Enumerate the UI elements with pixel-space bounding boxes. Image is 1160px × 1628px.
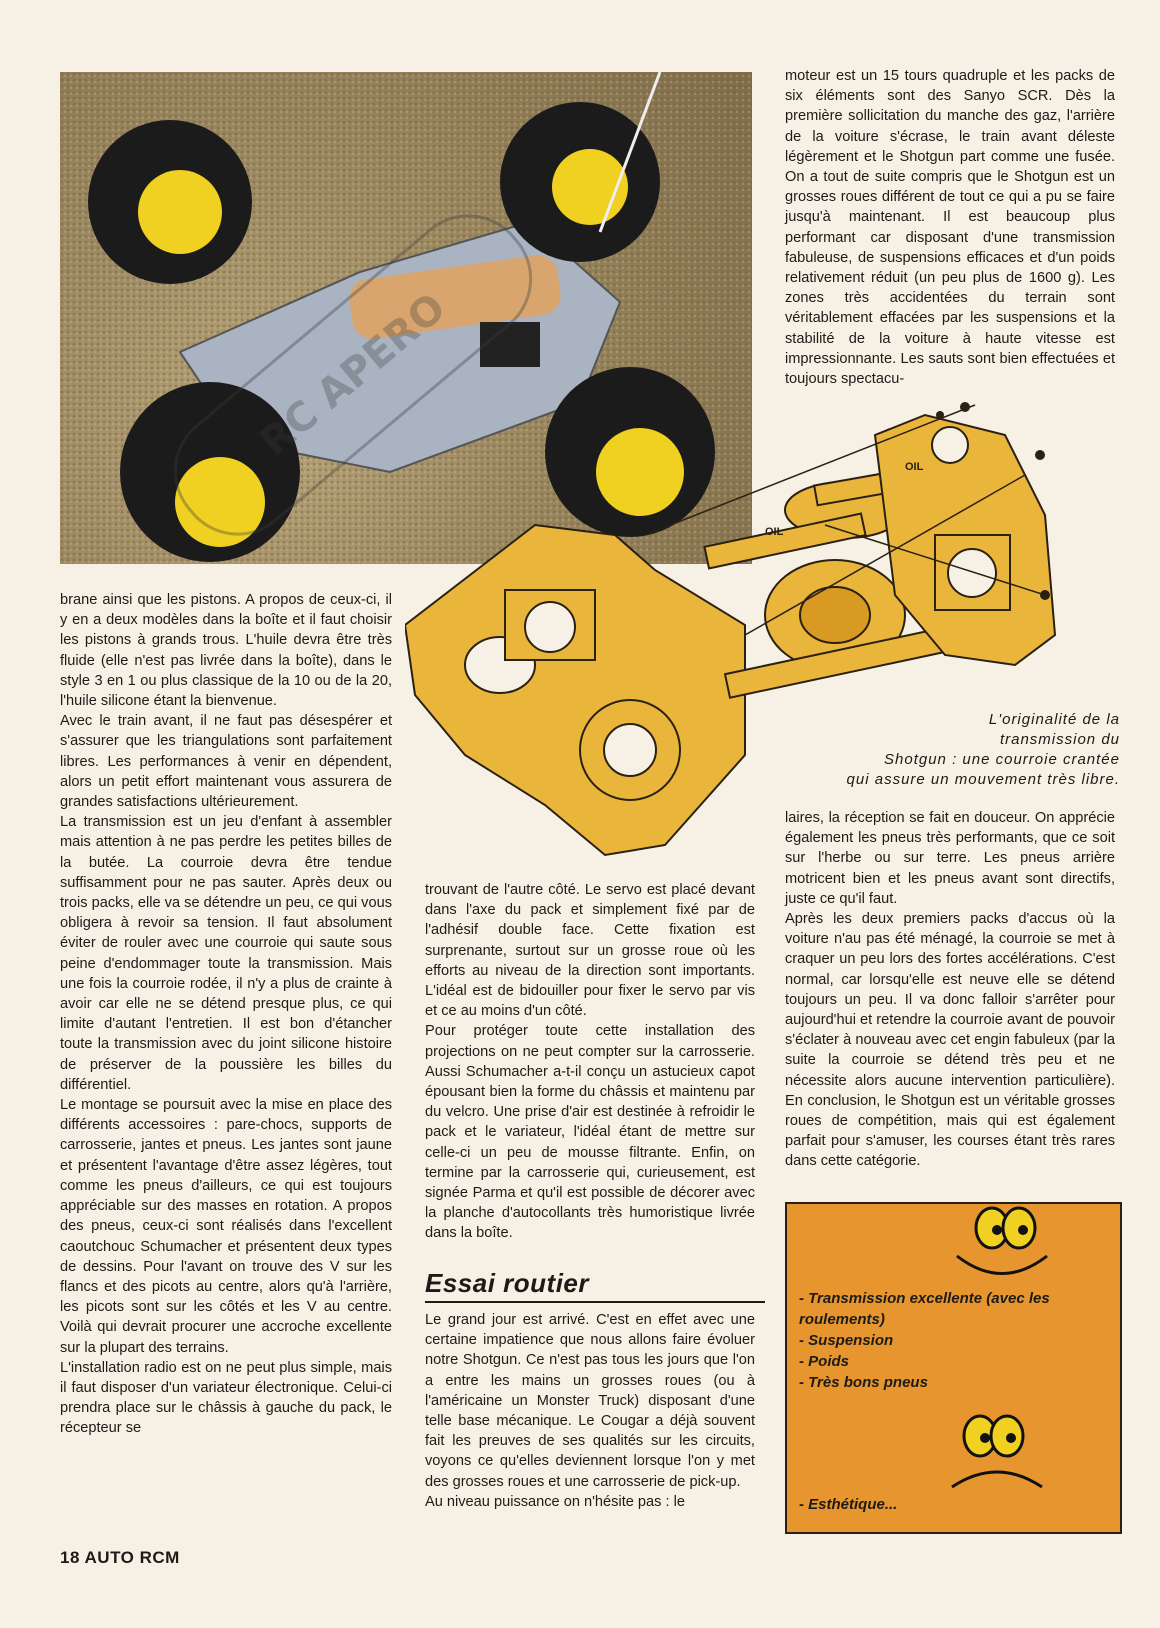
screw-icon [936, 411, 944, 419]
diagram-caption: L'originalité de la transmission du Shotgun : une courroie crantée qui assure un mouvement très libre. [846, 711, 1120, 788]
wheel-front-right [500, 102, 660, 262]
page-number: 18 [60, 1548, 80, 1567]
sad-face-icon [942, 1412, 1052, 1492]
transmission-diagram [405, 395, 1085, 875]
pros-list: - Transmission excellente (avec les roulements) - Suspension - Poids - Très bons pneus [799, 1290, 1050, 1391]
wheel-front-left [88, 120, 252, 284]
column-top-right: moteur est un 15 tours quadruple et les packs de six éléments sont des Sanyo SCR. Dès la première sollicitation du manche des gaz, l'arrière de la voiture s'écrase, le train avant déleste légèrement et le Shotgun part comme une fusée. On a tout de suite compris que le Shotgun est un grosses roues différent de tout ce qui a pu se faire jusqu'à maintenant. Il est beaucoup plus performant car disposant d'une transmission fabuleuse, de suspensions efficaces et d'un poids relativement réduit (un peu plus de 1600 g). Les zones très accidentées du terrain sont véritablement effacées par les suspensions et la stabilité de la voiture à haute vitesse est impressionnante. Les sauts sont bien effectuées et toujours spectacu- [785, 68, 1115, 388]
page-footer [60, 1548, 180, 1568]
magazine-name: AUTO RCM [84, 1548, 180, 1567]
happy-face-icon [947, 1206, 1057, 1286]
screw-icon [960, 402, 970, 412]
watermark: RC APERO [149, 190, 556, 560]
cons-list: - Esthétique... [799, 1496, 898, 1513]
screw-icon [1035, 450, 1045, 460]
verdict-box [785, 1202, 1122, 1534]
column-middle-after: Le grand jour est arrivé. C'est en effet avec une certaine impatience que nous allons faire évoluer notre Shotgun. Ce n'est pas tous les jours que l'on a entre les mains un grosses roues (ou à l'américaine un Monster Truck) disposant d'une telle base mécanique. Le Cougar a déjà souvent fait les preuves de ses qualités sur les circuits, voyons ce qu'elles deviennent lorsque l'on y met des grosses roues et une carrosserie de pick-up. Au niveau puissance on n'hésite pas : le [425, 1312, 755, 1510]
oil-label: OIL [905, 461, 924, 473]
section-heading: Essai routier [425, 1268, 765, 1303]
column-left: brane ainsi que les pistons. A propos de ceux-ci, il y en a deux modèles dans la boîte et il faut choisir les pistons à grands trous. L'huile devra être très fluide (elle n'est pas livrée dans la boîte), dans le style 3 en 1 ou plus classique de la 10 ou de la 20, l'huile silicone étant la bienvenue. Avec le train avant, il ne faut pas désespérer et s'assurer que les triangulations sont parfaitement libres. Les performances à venir en dépendent, alors un petit effort maintenant vous assurera de grandes satisfactions ultérieurement. La transmission est un jeu d'enfant à assembler mais attention à ne pas perdre les petites billes de la butée. La courroie devra être tendue suffisamment pour ne pas sauter. Après deux ou trois packs, elle va se détendre un peu, ce qui vous obligera à revoir sa tension. Il faut absolument éviter de rouler avec une courroie qui saute sous peine d'endommager toute la transmission. Mais une fois la courroie rodée, il n'y a plus de crainte à avoir car elle ne se détend presque plus, ce qui limite d'autant l'entretien. Il est bon d'étancher toute la transmission avec du joint silicone histoire de préserver de la poussière les billes du différentiel. Le montage se poursuit avec la mise en place des différents accessoires : pare-chocs, supports de carrosserie, jantes et pneus. Les jantes sont jaune et présentent l'avantage d'être assez légères, tout comme les pneus d'ailleurs, ce qui est toujours appréciable sur des masses en rotation. A propos des pneus, ceux-ci sont réalisés dans l'excellent caoutchouc Schumacher et présentent deux types de dessins. Pour l'avant on trouve des V sur les flancs et des picots au centre, alors qu'à l'arrière, les picots sont sur les côtés et les V au centre. Voilà qui devrait procurer une accroche excellente sur la plupart des terrains. L'installation radio est on ne peut plus simple, mais il faut disposer d'un variateur électronique. Celui-ci prendra place sur le châssis à gauche du pack, le récepteur se [60, 592, 392, 1437]
oil-label: OIL [765, 526, 784, 538]
column-right: laires, la réception se fait en douceur. On apprécie également les pneus très performants, que ce soit sur l'herbe ou sur terre. Les pneus arrière motricent bien et les pneus avant sont directifs, juste ce qu'il faut. Après les deux premiers packs d'accus où la voiture n'au pas été ménagé, la courroie se met à craquer un peu lors des fortes accélérations. C'est normal, car lorsqu'elle est neuve elle se détend toujours un peu. Il va donc falloir s'arrêter pour aujourd'hui et retendre la courroie avant de pouvoir s'éclater à nouveau avec cet engin fabuleux (par la suite la courroie se détend très peu et ne nécessite alors aucune intervention particulière). En conclusion, le Shotgun est un véritable grosses roues de compétition, mais qui est également parfait pour s'amuser, les courses étant très rares dans cette catégorie. [785, 810, 1115, 1170]
column-middle: trouvant de l'autre côté. Le servo est placé devant dans l'axe du pack et simplement fixé par de l'adhésif double face. Cette fixation est surprenante, surtout sur un grosse roue où les efforts au niveau de la direction sont importants. L'idéal est de bidouiller pour fixer le servo par vis et ce au moins d'un côté. Pour protéger toute cette installation des projections on ne peut compter sur la carrosserie. Aussi Schumacher a-t-il conçu un astucieux capot épousant bien la forme du châssis et maintenu par du velcro. Une prise d'air est destinée à refroidir le pack et le variateur, l'idéal étant de mettre sur celle-ci un peu de mousse filtrante. Enfin, on termine par la carrosserie qui, curieusement, est signée Parma et qu'il est possible de décorer avec la planche d'autocollants très humoristique livrée dans la boîte. [425, 882, 755, 1242]
screw-icon [1040, 590, 1050, 600]
